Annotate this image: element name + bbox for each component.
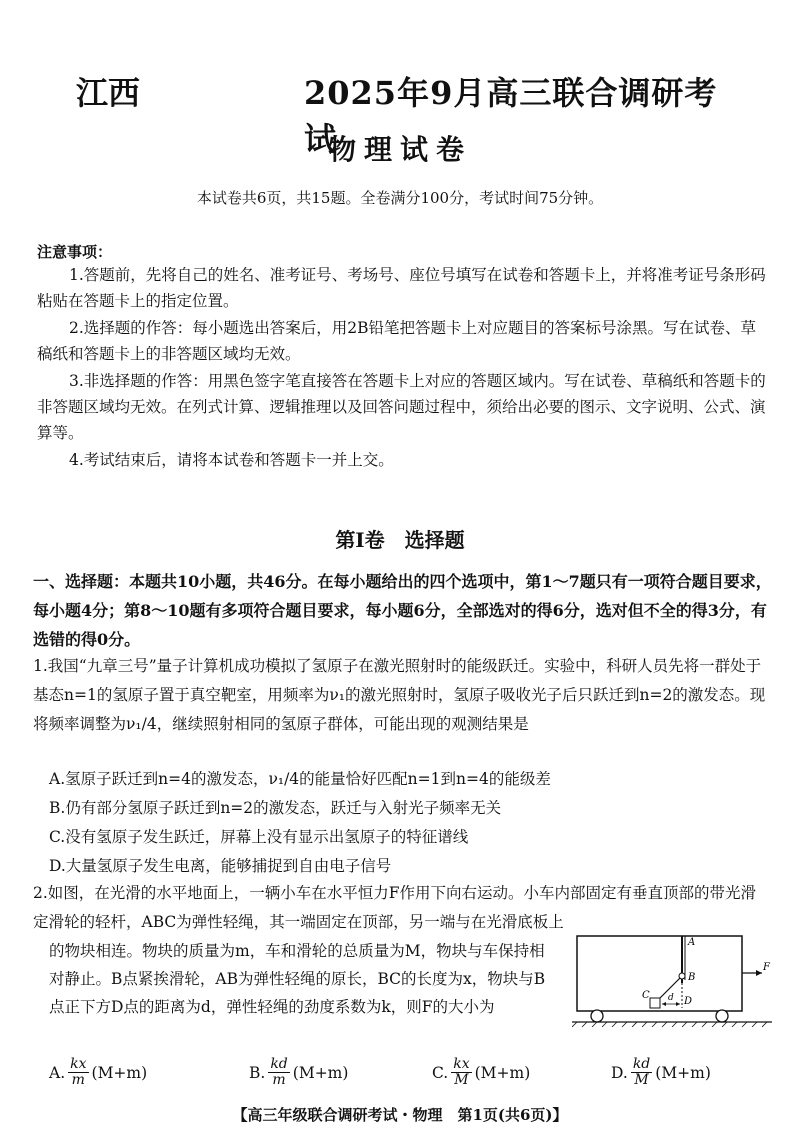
fraction: $\frac{kd}{M}$ xyxy=(632,1056,651,1088)
page-footer: 【高三年级联合调研考试・物理 第1页(共6页)】 xyxy=(232,1106,568,1124)
exam-title: 2025年9月高三联合调研考试 xyxy=(304,74,718,158)
fraction: $\frac{kx}{M}$ xyxy=(453,1056,470,1088)
question-1-option-a: A.氢原子跃迁到n=4的激发态，ν₁/4的能量恰好匹配n=1到n=4的能级差 xyxy=(49,770,551,788)
region-label: 江西 xyxy=(76,74,141,112)
question-2-option-c: C. $\frac{kx}{M}$ (M+m) xyxy=(432,1056,531,1088)
notice-item-2: 2.选择题的作答：每小题选出答案后，用2B铅笔把答题卡上对应题目的答案标号涂黑。写在试卷、草稿纸和答题卡上的非答题区域均无效。 xyxy=(37,319,757,363)
question-2-stem-side: 的物块相连。物块的质量为m，车和滑轮的总质量为M，物块与车保持相对静止。B点紧挨滑轮，AB为弹性轻绳的原长，BC的长度为x，物块与B点正下方D点的距离为d，弹性轻绳的劲度系数为k，则F的大小为 xyxy=(49,942,546,1016)
label-b: B xyxy=(688,972,696,983)
fraction: $\frac{kd}{m}$ xyxy=(270,1056,288,1088)
question-2-option-d: D. $\frac{kd}{M}$ (M+m) xyxy=(611,1056,711,1088)
exam-info: 本试卷共6页，共15题。全卷满分100分，考试时间75分钟。 xyxy=(196,189,604,207)
label-force: F xyxy=(763,962,770,973)
fraction: $\frac{kx}{m}$ xyxy=(70,1056,87,1088)
label-d-distance: d xyxy=(668,993,674,1003)
notice-item-1: 1.答题前，先将自己的姓名、准考证号、考场号、座位号填写在试卷和答题卡上，并将准考证号条形码粘贴在答题卡上的指定位置。 xyxy=(37,266,766,310)
part-title: 第Ⅰ卷 选择题 xyxy=(335,528,465,552)
label-d-point: D xyxy=(684,996,693,1007)
label-c: C xyxy=(642,990,650,1001)
section-heading: 一、选择题：本题共10小题，共46分。在每小题给出的四个选项中，第1～7题只有一项符合题目要求，每小题4分；第8～10题有多项符合题目要求，每小题6分，全部选对的得6分，选对但不全的得3分，有选错的得0分。 xyxy=(33,572,772,649)
cart-pulley-diagram xyxy=(572,928,772,1028)
question-1-stem: 1.我国“九章三号”量子计算机成功模拟了氢原子在激光照射时的能级跃迁。实验中，科研人员先将一群处于基态n=1的氢原子置于真空靶室，用频率为ν₁的激光照射时，氢原子吸收光子后只跃迁到n=2的激发态。现将频率调整为ν₁/4，继续照射相同的氢原子群体，可能出现的观测结果是 xyxy=(33,657,766,733)
notice-item-3: 3.非选择题的作答：用黑色签字笔直接答在答题卡上对应的答题区域内。写在试卷、草稿纸和答题卡的非答题区域均无效。在列式计算、逻辑推理以及回答问题过程中，须给出必要的图示、文字说明、公式、演算等。 xyxy=(37,372,766,442)
notice-item-4: 4.考试结束后，请将本试卷和答题卡一并上交。 xyxy=(69,451,394,469)
question-2-stem-top: 2.如图，在光滑的水平地面上，一辆小车在水平恒力F作用下向右运动。小车内部固定有垂直顶部的带光滑定滑轮的轻杆，ABC为弹性轻绳，其一端固定在顶部，另一端与在光滑底板上 xyxy=(33,884,757,931)
subject-title: 物理试卷 xyxy=(327,133,472,166)
question-2-option-b: B. $\frac{kd}{m}$ (M+m) xyxy=(249,1056,349,1088)
question-1-option-b: B.仍有部分氢原子跃迁到n=2的激发态，跃迁与入射光子频率无关 xyxy=(49,799,502,817)
question-2-option-a: A. $\frac{kx}{m}$ (M+m) xyxy=(49,1056,148,1088)
question-1-option-c: C.没有氢原子发生跃迁，屏幕上没有显示出氢原子的特征谱线 xyxy=(49,828,469,846)
notice-title: 注意事项： xyxy=(37,243,113,261)
question-1-option-d: D.大量氢原子发生电离，能够捕捉到自由电子信号 xyxy=(49,857,392,875)
label-a: A xyxy=(688,937,696,948)
